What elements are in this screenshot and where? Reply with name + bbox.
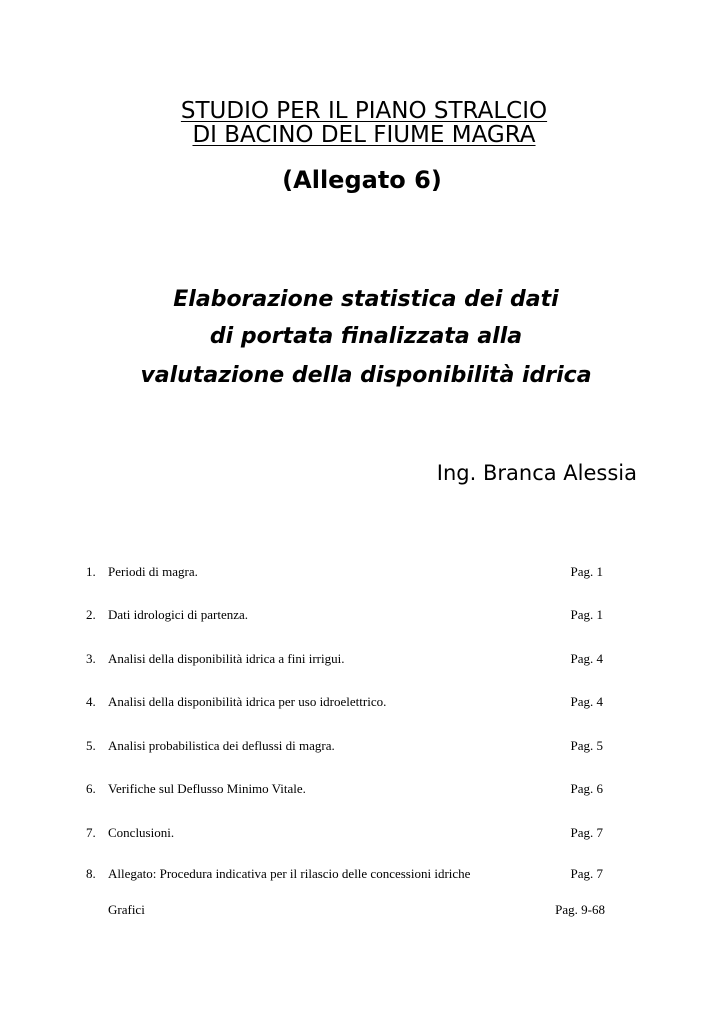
subtitle-line-2: di portata finalizzata alla	[209, 324, 523, 349]
toc-entry-label: Verifiche sul Deflusso Minimo Vitale.	[108, 781, 306, 796]
toc-entry-number: 1.	[86, 564, 96, 579]
toc-entry	[0, 864, 724, 884]
toc-entry-page: Pag. 1	[570, 607, 603, 622]
toc-entry-page: Pag. 6	[570, 781, 603, 796]
toc-entry-number: 2.	[86, 607, 96, 622]
toc-entry-number: 3.	[86, 651, 96, 666]
toc-entry	[0, 779, 724, 799]
toc-entry-page: Pag. 9-68	[555, 902, 605, 917]
toc-entry-label: Grafici	[108, 902, 145, 917]
toc-entry-page: Pag. 5	[570, 738, 603, 753]
subtitle-line-1: Elaborazione statistica dei dati	[173, 287, 559, 312]
toc-entry	[0, 562, 724, 582]
toc-entry-label: Dati idrologici di partenza.	[108, 607, 249, 622]
toc-entry	[0, 823, 724, 843]
toc-entry-number: 5.	[86, 738, 96, 753]
toc-entry	[0, 900, 724, 920]
toc-entry-page: Pag. 7	[570, 866, 603, 881]
toc-entry-label: Allegato: Procedura indicativa per il rilascio delle concessioni idriche	[108, 866, 471, 881]
subtitle-line-3: valutazione della disponibilità idrica	[140, 363, 592, 388]
document-title-line-1: STUDIO PER IL PIANO STRALCIO	[180, 98, 548, 124]
toc-entry-page: Pag. 4	[570, 694, 603, 709]
toc-entry	[0, 649, 724, 669]
toc-entry-number: 6.	[86, 781, 96, 796]
toc-entry-number: 4.	[86, 694, 96, 709]
toc-entry-label: Analisi della disponibilità idrica a fini irrigui.	[108, 651, 345, 666]
author-name: Ing. Branca Alessia	[436, 461, 637, 485]
toc-entry	[0, 692, 724, 712]
toc-entry-page: Pag. 4	[570, 651, 603, 666]
allegato-heading: (Allegato 6)	[282, 166, 442, 194]
toc-entry-page: Pag. 1	[570, 564, 603, 579]
document-title-line-2: DI BACINO DEL FIUME MAGRA	[192, 122, 536, 148]
toc-entry-label: Periodi di magra.	[108, 564, 198, 579]
toc-entry-page: Pag. 7	[570, 825, 603, 840]
toc-entry-label: Conclusioni.	[108, 825, 175, 840]
toc-entry	[0, 736, 724, 756]
toc-entry	[0, 605, 724, 625]
toc-entry-number: 7.	[86, 825, 96, 840]
toc-entry-label: Analisi della disponibilità idrica per uso idroelettrico.	[108, 694, 387, 709]
toc-entry-number: 8.	[86, 866, 96, 881]
toc-entry-label: Analisi probabilistica dei deflussi di magra.	[108, 738, 335, 753]
